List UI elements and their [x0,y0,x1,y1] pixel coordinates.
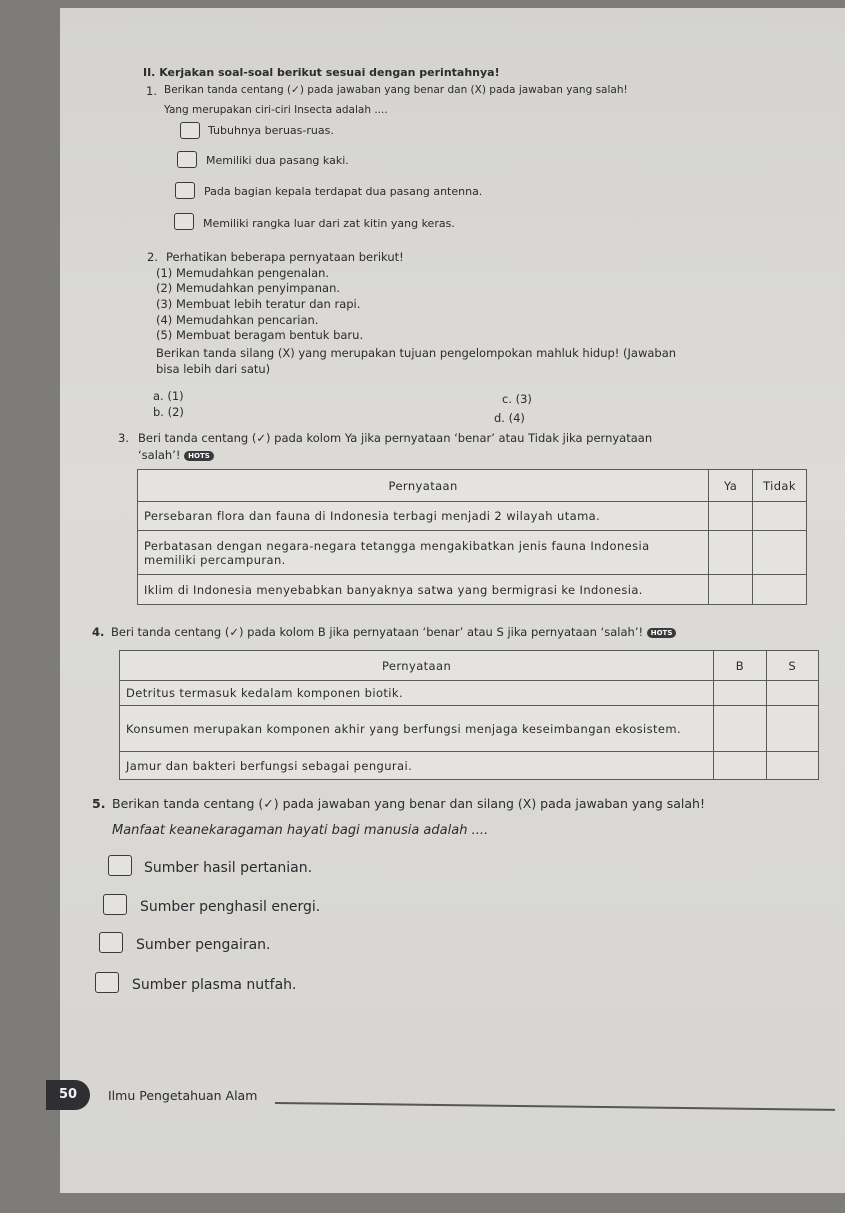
q5-number: 5. [92,796,106,811]
q1-number: 1. [146,84,157,98]
q5-option-checkbox-3[interactable] [99,932,123,953]
q3-row-2-tidak-cell[interactable] [753,531,807,575]
q3-number: 3. [118,431,129,445]
q2-number: 2. [147,250,158,264]
q4-row-2-statement: Konsumen merupakan komponen akhir yang berfungsi menjaga keseimbangan ekosistem. [120,706,714,752]
q5-instruction: Berikan tanda centang (✓) pada jawaban yang benar dan silang (X) pada jawaban yang salah! [112,796,705,811]
q4-row-1-s-cell[interactable] [766,681,818,706]
q4-table [119,650,819,780]
q5-option-checkbox-4[interactable] [95,972,119,993]
q3-row-2-statement: Perbatasan dengan negara-negara tetangga mengakibatkan jenis fauna Indonesia memiliki percampuran. [138,531,709,575]
q4-row-2-s-cell[interactable] [766,706,818,752]
q4-header-statement: Pernyataan [120,651,714,681]
q5-option-label-4: Sumber plasma nutfah. [132,977,297,993]
q4-header-s: S [766,651,818,681]
q2-statement-3: (3) Membuat lebih teratur dan rapi. [156,297,361,311]
q3-header-tidak: Tidak [753,470,807,502]
footer-subject: Ilmu Pengetahuan Alam [108,1088,258,1103]
q3-header-statement: Pernyataan [138,470,709,502]
q1-option-label-2: Memiliki dua pasang kaki. [206,154,349,167]
q3-row-2-ya-cell[interactable] [709,531,753,575]
q3-header-ya: Ya [709,470,753,502]
q2-choice-a[interactable]: a. (1) [153,389,184,403]
q2-instruction-line-1: Berikan tanda silang (X) yang merupakan tujuan pengelompokan mahluk hidup! (Jawaban [156,346,677,360]
q3-instruction-line-2: ‘salah’! [138,448,181,462]
q2-intro: Perhatikan beberapa pernyataan berikut! [166,250,404,264]
q4-row-3-statement: Jamur dan bakteri berfungsi sebagai pengurai. [120,752,714,780]
q5-option-checkbox-1[interactable] [108,855,132,876]
q3-hots-badge: HOTS [184,451,214,461]
q4-row-1-statement: Detritus termasuk kedalam komponen biotik. [120,681,714,706]
q1-instruction: Berikan tanda centang (✓) pada jawaban yang benar dan (X) pada jawaban yang salah! [164,84,628,96]
q2-choice-d[interactable]: d. (4) [494,411,525,425]
q4-hots-badge: HOTS [647,628,677,638]
q1-option-label-1: Tubuhnya beruas-ruas. [208,124,334,137]
q3-table [137,469,807,605]
q1-option-checkbox-4[interactable] [174,213,194,230]
q1-option-checkbox-3[interactable] [175,182,195,199]
q5-stem: Manfaat keanekaragaman hayati bagi manusia adalah .... [112,823,489,838]
q5-option-label-1: Sumber hasil pertanian. [144,860,313,876]
q3-row-3-tidak-cell[interactable] [753,575,807,605]
q4-header-b: B [714,651,766,681]
q3-row-1-tidak-cell[interactable] [753,502,807,531]
q5-option-label-3: Sumber pengairan. [136,937,271,953]
q5-option-checkbox-2[interactable] [103,894,127,915]
q5-option-label-2: Sumber penghasil energi. [140,899,321,915]
q2-statement-4: (4) Memudahkan pencarian. [156,313,319,327]
q1-stem: Yang merupakan ciri-ciri Insecta adalah .... [164,104,388,116]
q2-statement-2: (2) Memudahkan penyimpanan. [156,281,341,295]
q3-instruction-line-1: Beri tanda centang (✓) pada kolom Ya jika pernyataan ‘benar’ atau Tidak jika pernyataan [138,431,653,445]
q4-number: 4. [92,625,105,639]
q1-option-checkbox-2[interactable] [177,151,197,168]
q4-row-3-b-cell[interactable] [714,752,766,780]
q2-statement-1: (1) Memudahkan pengenalan. [156,266,330,280]
page-number: 50 [46,1080,90,1110]
q3-row-3-ya-cell[interactable] [709,575,753,605]
q4-row-3-s-cell[interactable] [766,752,818,780]
q3-row-3-statement: Iklim di Indonesia menyebabkan banyaknya satwa yang bermigrasi ke Indonesia. [138,575,709,605]
q4-instruction: Beri tanda centang (✓) pada kolom B jika pernyataan ‘benar’ atau S jika pernyataan ‘salah’! [111,625,644,639]
q2-choice-c[interactable]: c. (3) [502,392,532,406]
q3-row-1-statement: Persebaran flora dan fauna di Indonesia terbagi menjadi 2 wilayah utama. [138,502,709,531]
q1-option-label-4: Memiliki rangka luar dari zat kitin yang keras. [203,217,455,230]
q4-row-2-b-cell[interactable] [714,706,766,752]
q1-option-label-3: Pada bagian kepala terdapat dua pasang antenna. [204,185,483,198]
q2-statement-5: (5) Membuat beragam bentuk baru. [156,328,364,342]
q3-row-1-ya-cell[interactable] [709,502,753,531]
q2-instruction-line-2: bisa lebih dari satu) [156,362,271,376]
q4-row-1-b-cell[interactable] [714,681,766,706]
q2-choice-b[interactable]: b. (2) [153,405,184,419]
section-heading: II. Kerjakan soal-soal berikut sesuai dengan perintahnya! [143,66,500,79]
q1-option-checkbox-1[interactable] [180,122,200,139]
